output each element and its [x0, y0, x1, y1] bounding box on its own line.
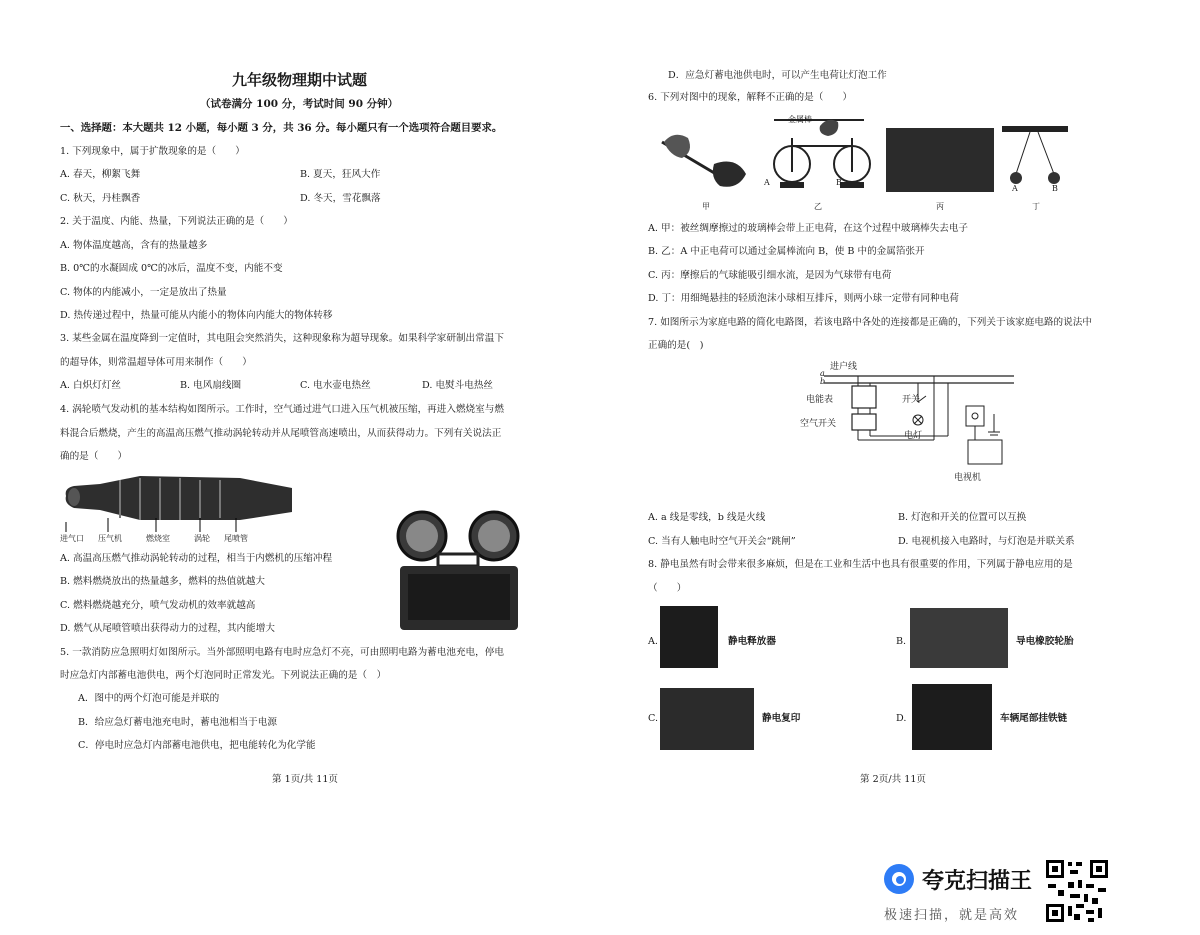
q4-stem-line1: 4. 涡轮喷气发动机的基本结构如图所示。工作时，空气通过进气口进入压气机被压缩，再进入燃烧室与燃	[60, 404, 504, 415]
section-heading: 一、选择题：本大题共 12 小题，每小题 3 分，共 36 分。每小题只有一个选项符合题目要求。	[60, 122, 503, 134]
q1-option-d: D. 冬天，雪花飘落	[300, 193, 381, 204]
exam-subtitle: （试卷满分 100 分，考试时间 90 分钟）	[200, 98, 399, 110]
engine-label-nozzle: 尾喷管	[224, 534, 248, 543]
q8-option-c-letter: C.	[648, 713, 659, 724]
q8-option-b-label: 导电橡胶轮胎	[1016, 636, 1074, 647]
q4-stem-line3: 确的是（ ）	[60, 451, 128, 462]
engine-label-compressor: 压气机	[98, 534, 122, 543]
q7-option-b: B. 灯泡和开关的位置可以互换	[898, 512, 1027, 523]
q6-option-d: D. 丁：用细绳悬挂的轻质泡沫小球相互排斥，则两小球一定带有同种电荷	[648, 293, 959, 304]
q4-option-d: D. 燃气从尾喷管喷出获得动力的过程，其内能增大	[60, 623, 275, 634]
circuit-label-tv: 电视机	[954, 473, 982, 483]
q6-option-b: B. 乙：A 中正电荷可以通过金属棒流向 B，使 B 中的金属箔张开	[648, 246, 925, 257]
fig-label-bing: 丙	[936, 202, 944, 211]
circuit-label-breaker: 空气开关	[800, 419, 837, 429]
q3-option-a: A. 白炽灯灯丝	[60, 380, 121, 391]
q7-option-d: D. 电视机接入电路时，与灯泡是并联关系	[898, 536, 1075, 547]
circuit-label-a: a	[820, 369, 825, 378]
q8-stem-line1: 8. 静电虽然有时会带来很多麻烦，但是在工业和生活中也具有很重要的作用，下列属于静电应用的是	[648, 559, 1073, 570]
q3-stem-line2: 的超导体，则常温超导体可用来制作（ ）	[60, 357, 252, 368]
emergency-light-figure	[394, 508, 524, 633]
q8-photo-b	[910, 608, 1008, 668]
q8-option-a-letter: A.	[648, 636, 658, 647]
q2-option-d: D. 热传递过程中，热量可能从内能小的物体向内能大的物体转移	[60, 310, 333, 321]
q2-option-c: C. 物体的内能减小，一定是放出了热量	[60, 287, 227, 298]
q4-stem-line2: 料混合后燃烧，产生的高温高压燃气推动涡轮转动并从尾喷管高速喷出，从而获得动力。下列有关说法正	[60, 428, 502, 439]
jet-engine-figure	[60, 470, 300, 540]
q3-option-c: C. 电水壶电热丝	[300, 380, 371, 391]
q4-option-b: B. 燃料燃烧放出的热量越多，燃料的热值就越大	[60, 576, 266, 587]
fig-label-ding: 丁	[1032, 202, 1040, 211]
q1-option-b: B. 夏天，狂风大作	[300, 169, 381, 180]
q5-stem-line1: 5. 一款消防应急照明灯如图所示。当外部照明电路有电时应急灯不亮，可由照明电路为蓄电池充电，停电	[60, 647, 504, 658]
q2-option-b: B. 0℃的水凝固成 0℃的冰后，温度不变，内能不变	[60, 263, 283, 274]
q7-stem-line1: 7. 如图所示为家庭电路的简化电路图，若该电路中各处的连接都是正确的，下列关于该家庭电路的说法中	[648, 317, 1092, 328]
q8-photo-a	[660, 606, 718, 668]
q8-option-b-letter: B.	[896, 636, 907, 647]
q1-stem: 1. 下列现象中，属于扩散现象的是（ ）	[60, 146, 245, 157]
q7-option-a: A. a 线是零线，b 线是火线	[648, 512, 766, 523]
q8-option-d-letter: D.	[896, 713, 907, 724]
q1-option-a: A. 春天，柳絮飞舞	[60, 169, 141, 180]
qr-code-icon	[1044, 858, 1110, 924]
q7-stem-line2: 正确的是( )	[648, 340, 704, 351]
q5-option-b: B．给应急灯蓄电池充电时，蓄电池相当于电源	[78, 717, 277, 728]
exam-title: 九年级物理期中试题	[232, 71, 368, 89]
electroscope-b-label: B	[836, 178, 842, 187]
page-footer-1: 第 1页/共 11页	[272, 774, 339, 785]
q8-option-c-label: 静电复印	[762, 713, 801, 724]
circuit-label-switch: 开关	[902, 395, 921, 405]
q8-option-d-label: 车辆尾部挂铁链	[1000, 713, 1068, 724]
page-footer-2: 第 2页/共 11页	[860, 774, 927, 785]
household-circuit-diagram	[818, 356, 1018, 486]
q5-stem-line2: 时应急灯内部蓄电池供电，两个灯泡同时正常发光。下列说法正确的是（ ）	[60, 670, 387, 681]
circuit-label-inlet: 进户线	[830, 362, 858, 372]
circuit-label-meter: 电能表	[806, 395, 834, 405]
q5-option-d: D．应急灯蓄电池供电时，可以产生电荷让灯泡工作	[668, 70, 887, 81]
q3-option-d: D. 电熨斗电热丝	[422, 380, 494, 391]
scanner-brand: 夸克扫描王	[922, 869, 1033, 894]
circuit-label-b: b	[820, 377, 826, 386]
circuit-label-lamp: 电灯	[904, 431, 923, 441]
q5-option-c: C．停电时应急灯内部蓄电池供电，把电能转化为化学能	[78, 740, 316, 751]
q2-option-a: A. 物体温度越高，含有的热量越多	[60, 240, 208, 251]
engine-label-turbine: 涡轮	[194, 534, 210, 543]
fig-label-jia: 甲	[702, 202, 710, 211]
figure-jia-rubbing	[654, 112, 754, 198]
q3-stem-line1: 3. 某些金属在温度降到一定值时，其电阻会突然消失，这种现象称为超导现象。如果科学家研制出常温下	[60, 333, 504, 344]
q6-stem: 6. 下列对图中的现象，解释不正确的是（ ）	[648, 92, 853, 103]
q2-stem: 2. 关于温度、内能、热量，下列说法正确的是（ ）	[60, 216, 293, 227]
q6-option-c: C. 丙：摩擦后的气球能吸引细水流，是因为气球带有电荷	[648, 270, 892, 281]
electroscope-a-label: A	[764, 178, 770, 187]
q8-stem-line2: （ ）	[648, 583, 687, 594]
q5-option-a: A．图中的两个灯泡可能是并联的	[78, 693, 220, 704]
q7-option-c: C. 当有人触电时空气开关会“跳闸”	[648, 536, 796, 547]
q8-photo-c	[660, 688, 754, 750]
q4-option-c: C. 燃料燃烧越充分，喷气发动机的效率就越高	[60, 600, 256, 611]
scanner-logo-icon	[884, 864, 914, 894]
engine-label-inlet: 进气口	[60, 534, 84, 543]
figure-ding-foam-balls	[1000, 124, 1072, 194]
engine-label-combustor: 燃烧室	[146, 534, 170, 543]
q8-option-a-label: 静电释放器	[728, 636, 776, 647]
q3-option-b: B. 电风扇线圈	[180, 380, 242, 391]
q1-option-c: C. 秋天，丹桂飘香	[60, 193, 141, 204]
ball-b-label: B	[1052, 184, 1058, 193]
scanner-slogan: 极速扫描，就是高效	[884, 908, 1020, 923]
figure-yi-electroscopes	[760, 112, 880, 198]
metal-rod-label: 金属棒	[788, 115, 812, 124]
q8-photo-d	[912, 684, 992, 750]
figure-bing-balloon-photo	[886, 128, 994, 192]
ball-a-label: A	[1012, 184, 1018, 193]
q6-option-a: A. 甲：被丝绸摩擦过的玻璃棒会带上正电荷，在这个过程中玻璃棒失去电子	[648, 223, 969, 234]
fig-label-yi: 乙	[814, 202, 822, 211]
q4-option-a: A. 高温高压燃气推动涡轮转动的过程，相当于内燃机的压缩冲程	[60, 553, 333, 564]
